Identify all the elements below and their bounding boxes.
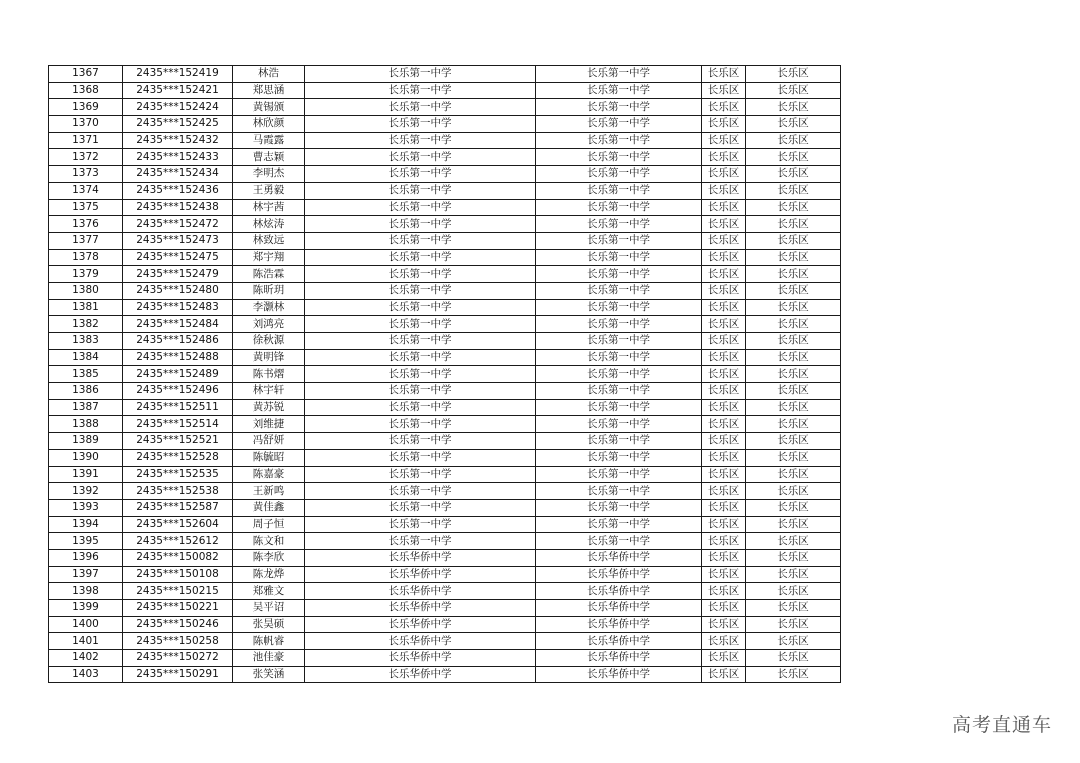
table-row xyxy=(49,66,841,83)
table-row xyxy=(49,333,841,350)
table-row xyxy=(49,99,841,116)
cell-exam-id: 2435***152438 xyxy=(123,199,233,216)
cell-admitted-district: 长乐区 xyxy=(746,316,841,333)
table-row xyxy=(49,282,841,299)
cell-name: 陈书熠 xyxy=(233,366,305,383)
cell-admitted-school: 长乐第一中学 xyxy=(536,232,702,249)
cell-exam-id: 2435***150272 xyxy=(123,650,233,667)
cell-name: 池佳豪 xyxy=(233,650,305,667)
cell-district: 长乐区 xyxy=(702,182,746,199)
cell-exam-id: 2435***152433 xyxy=(123,149,233,166)
cell-admitted-district: 长乐区 xyxy=(746,149,841,166)
cell-admitted-district: 长乐区 xyxy=(746,583,841,600)
cell-serial: 1392 xyxy=(49,483,123,500)
table-row xyxy=(49,216,841,233)
cell-serial: 1389 xyxy=(49,433,123,450)
cell-admitted-school: 长乐第一中学 xyxy=(536,466,702,483)
cell-exam-id: 2435***152473 xyxy=(123,232,233,249)
cell-admitted-district: 长乐区 xyxy=(746,549,841,566)
cell-admitted-district: 长乐区 xyxy=(746,299,841,316)
cell-serial: 1382 xyxy=(49,316,123,333)
table-row xyxy=(49,383,841,400)
cell-admitted-district: 长乐区 xyxy=(746,416,841,433)
cell-school: 长乐华侨中学 xyxy=(305,666,536,683)
cell-admitted-district: 长乐区 xyxy=(746,282,841,299)
cell-admitted-district: 长乐区 xyxy=(746,566,841,583)
cell-name: 林宇茜 xyxy=(233,199,305,216)
table-row xyxy=(49,433,841,450)
cell-district: 长乐区 xyxy=(702,216,746,233)
cell-serial: 1373 xyxy=(49,166,123,183)
cell-exam-id: 2435***152434 xyxy=(123,166,233,183)
table-row xyxy=(49,449,841,466)
cell-name: 张昊硕 xyxy=(233,616,305,633)
roster-body xyxy=(49,66,841,683)
cell-serial: 1381 xyxy=(49,299,123,316)
cell-exam-id: 2435***152535 xyxy=(123,466,233,483)
cell-admitted-school: 长乐第一中学 xyxy=(536,66,702,83)
cell-admitted-district: 长乐区 xyxy=(746,449,841,466)
cell-district: 长乐区 xyxy=(702,650,746,667)
table-row xyxy=(49,266,841,283)
cell-school: 长乐第一中学 xyxy=(305,533,536,550)
table-row xyxy=(49,650,841,667)
cell-admitted-district: 长乐区 xyxy=(746,600,841,617)
cell-school: 长乐第一中学 xyxy=(305,249,536,266)
cell-serial: 1376 xyxy=(49,216,123,233)
cell-district: 长乐区 xyxy=(702,366,746,383)
cell-district: 长乐区 xyxy=(702,232,746,249)
cell-school: 长乐第一中学 xyxy=(305,416,536,433)
cell-name: 林致远 xyxy=(233,232,305,249)
cell-admitted-district: 长乐区 xyxy=(746,333,841,350)
cell-name: 刘鸿亮 xyxy=(233,316,305,333)
table-row xyxy=(49,132,841,149)
cell-serial: 1403 xyxy=(49,666,123,683)
cell-exam-id: 2435***152472 xyxy=(123,216,233,233)
cell-district: 长乐区 xyxy=(702,82,746,99)
cell-district: 长乐区 xyxy=(702,483,746,500)
cell-admitted-school: 长乐华侨中学 xyxy=(536,633,702,650)
table-row xyxy=(49,600,841,617)
cell-school: 长乐第一中学 xyxy=(305,483,536,500)
cell-district: 长乐区 xyxy=(702,600,746,617)
cell-admitted-school: 长乐第一中学 xyxy=(536,366,702,383)
cell-district: 长乐区 xyxy=(702,433,746,450)
cell-exam-id: 2435***152488 xyxy=(123,349,233,366)
cell-school: 长乐华侨中学 xyxy=(305,633,536,650)
cell-admitted-district: 长乐区 xyxy=(746,499,841,516)
cell-school: 长乐第一中学 xyxy=(305,366,536,383)
cell-admitted-district: 长乐区 xyxy=(746,116,841,133)
cell-school: 长乐第一中学 xyxy=(305,149,536,166)
cell-admitted-school: 长乐华侨中学 xyxy=(536,600,702,617)
cell-name: 林浩 xyxy=(233,66,305,83)
cell-admitted-district: 长乐区 xyxy=(746,466,841,483)
cell-exam-id: 2435***152538 xyxy=(123,483,233,500)
cell-admitted-school: 长乐华侨中学 xyxy=(536,650,702,667)
table-row xyxy=(49,366,841,383)
cell-serial: 1374 xyxy=(49,182,123,199)
cell-exam-id: 2435***152421 xyxy=(123,82,233,99)
cell-name: 吴平诏 xyxy=(233,600,305,617)
cell-serial: 1368 xyxy=(49,82,123,99)
student-roster-table xyxy=(48,65,841,683)
cell-school: 长乐第一中学 xyxy=(305,266,536,283)
cell-school: 长乐第一中学 xyxy=(305,399,536,416)
cell-school: 长乐华侨中学 xyxy=(305,549,536,566)
table-row xyxy=(49,466,841,483)
cell-exam-id: 2435***150258 xyxy=(123,633,233,650)
cell-district: 长乐区 xyxy=(702,282,746,299)
cell-school: 长乐第一中学 xyxy=(305,466,536,483)
cell-admitted-school: 长乐第一中学 xyxy=(536,282,702,299)
table-row xyxy=(49,166,841,183)
cell-district: 长乐区 xyxy=(702,116,746,133)
cell-admitted-school: 长乐第一中学 xyxy=(536,383,702,400)
table-row xyxy=(49,199,841,216)
cell-district: 长乐区 xyxy=(702,249,746,266)
cell-district: 长乐区 xyxy=(702,316,746,333)
cell-district: 长乐区 xyxy=(702,349,746,366)
cell-district: 长乐区 xyxy=(702,416,746,433)
cell-admitted-district: 长乐区 xyxy=(746,533,841,550)
cell-exam-id: 2435***152425 xyxy=(123,116,233,133)
cell-serial: 1383 xyxy=(49,333,123,350)
table-row xyxy=(49,616,841,633)
cell-name: 黄佳鑫 xyxy=(233,499,305,516)
cell-name: 李明杰 xyxy=(233,166,305,183)
cell-admitted-district: 长乐区 xyxy=(746,433,841,450)
table-row xyxy=(49,516,841,533)
cell-district: 长乐区 xyxy=(702,399,746,416)
table-row xyxy=(49,82,841,99)
cell-admitted-school: 长乐第一中学 xyxy=(536,533,702,550)
cell-school: 长乐第一中学 xyxy=(305,82,536,99)
cell-exam-id: 2435***150082 xyxy=(123,549,233,566)
cell-serial: 1369 xyxy=(49,99,123,116)
cell-name: 陈昕玥 xyxy=(233,282,305,299)
cell-admitted-district: 长乐区 xyxy=(746,199,841,216)
table-row xyxy=(49,249,841,266)
cell-exam-id: 2435***152424 xyxy=(123,99,233,116)
cell-school: 长乐华侨中学 xyxy=(305,650,536,667)
cell-name: 陈毓昭 xyxy=(233,449,305,466)
cell-serial: 1378 xyxy=(49,249,123,266)
cell-district: 长乐区 xyxy=(702,616,746,633)
table-row xyxy=(49,549,841,566)
cell-name: 李灏林 xyxy=(233,299,305,316)
cell-exam-id: 2435***152587 xyxy=(123,499,233,516)
cell-exam-id: 2435***152475 xyxy=(123,249,233,266)
cell-serial: 1401 xyxy=(49,633,123,650)
cell-exam-id: 2435***152496 xyxy=(123,383,233,400)
cell-school: 长乐第一中学 xyxy=(305,99,536,116)
cell-serial: 1387 xyxy=(49,399,123,416)
cell-school: 长乐第一中学 xyxy=(305,499,536,516)
table-row xyxy=(49,633,841,650)
cell-serial: 1393 xyxy=(49,499,123,516)
cell-district: 长乐区 xyxy=(702,449,746,466)
cell-exam-id: 2435***152483 xyxy=(123,299,233,316)
cell-serial: 1380 xyxy=(49,282,123,299)
cell-exam-id: 2435***152480 xyxy=(123,282,233,299)
cell-serial: 1379 xyxy=(49,266,123,283)
cell-admitted-district: 长乐区 xyxy=(746,366,841,383)
cell-admitted-district: 长乐区 xyxy=(746,483,841,500)
cell-admitted-school: 长乐第一中学 xyxy=(536,416,702,433)
cell-district: 长乐区 xyxy=(702,99,746,116)
cell-school: 长乐第一中学 xyxy=(305,232,536,249)
cell-district: 长乐区 xyxy=(702,466,746,483)
cell-school: 长乐第一中学 xyxy=(305,132,536,149)
cell-name: 马霞露 xyxy=(233,132,305,149)
table-row xyxy=(49,416,841,433)
cell-district: 长乐区 xyxy=(702,533,746,550)
cell-admitted-school: 长乐第一中学 xyxy=(536,316,702,333)
cell-admitted-district: 长乐区 xyxy=(746,650,841,667)
cell-admitted-school: 长乐华侨中学 xyxy=(536,583,702,600)
cell-admitted-school: 长乐华侨中学 xyxy=(536,549,702,566)
cell-district: 长乐区 xyxy=(702,583,746,600)
table-row xyxy=(49,316,841,333)
cell-name: 林炫涛 xyxy=(233,216,305,233)
cell-name: 张笑涵 xyxy=(233,666,305,683)
table-row xyxy=(49,583,841,600)
cell-name: 林欣颜 xyxy=(233,116,305,133)
cell-serial: 1394 xyxy=(49,516,123,533)
cell-exam-id: 2435***152521 xyxy=(123,433,233,450)
table-row xyxy=(49,483,841,500)
cell-admitted-district: 长乐区 xyxy=(746,349,841,366)
cell-admitted-school: 长乐华侨中学 xyxy=(536,566,702,583)
cell-admitted-district: 长乐区 xyxy=(746,182,841,199)
cell-admitted-school: 长乐第一中学 xyxy=(536,116,702,133)
cell-district: 长乐区 xyxy=(702,499,746,516)
cell-admitted-school: 长乐第一中学 xyxy=(536,399,702,416)
cell-school: 长乐第一中学 xyxy=(305,182,536,199)
cell-serial: 1398 xyxy=(49,583,123,600)
cell-exam-id: 2435***152479 xyxy=(123,266,233,283)
cell-serial: 1391 xyxy=(49,466,123,483)
cell-admitted-school: 长乐第一中学 xyxy=(536,182,702,199)
cell-admitted-school: 长乐第一中学 xyxy=(536,216,702,233)
cell-district: 长乐区 xyxy=(702,633,746,650)
cell-name: 陈浩霖 xyxy=(233,266,305,283)
cell-school: 长乐第一中学 xyxy=(305,299,536,316)
cell-admitted-school: 长乐第一中学 xyxy=(536,99,702,116)
cell-admitted-school: 长乐华侨中学 xyxy=(536,616,702,633)
table-row xyxy=(49,399,841,416)
cell-admitted-school: 长乐第一中学 xyxy=(536,249,702,266)
cell-school: 长乐华侨中学 xyxy=(305,600,536,617)
cell-serial: 1372 xyxy=(49,149,123,166)
cell-district: 长乐区 xyxy=(702,549,746,566)
cell-admitted-school: 长乐第一中学 xyxy=(536,132,702,149)
cell-district: 长乐区 xyxy=(702,383,746,400)
table-row xyxy=(49,349,841,366)
cell-admitted-district: 长乐区 xyxy=(746,132,841,149)
cell-district: 长乐区 xyxy=(702,199,746,216)
cell-serial: 1400 xyxy=(49,616,123,633)
cell-school: 长乐第一中学 xyxy=(305,216,536,233)
cell-serial: 1370 xyxy=(49,116,123,133)
cell-name: 陈龙烨 xyxy=(233,566,305,583)
cell-school: 长乐第一中学 xyxy=(305,199,536,216)
cell-name: 郑雅文 xyxy=(233,583,305,600)
table-row xyxy=(49,299,841,316)
cell-admitted-district: 长乐区 xyxy=(746,383,841,400)
cell-admitted-school: 长乐第一中学 xyxy=(536,149,702,166)
cell-admitted-district: 长乐区 xyxy=(746,66,841,83)
cell-admitted-school: 长乐第一中学 xyxy=(536,449,702,466)
cell-exam-id: 2435***150291 xyxy=(123,666,233,683)
cell-admitted-school: 长乐第一中学 xyxy=(536,333,702,350)
cell-serial: 1388 xyxy=(49,416,123,433)
cell-district: 长乐区 xyxy=(702,66,746,83)
cell-exam-id: 2435***152511 xyxy=(123,399,233,416)
cell-name: 陈文和 xyxy=(233,533,305,550)
cell-school: 长乐第一中学 xyxy=(305,166,536,183)
cell-admitted-district: 长乐区 xyxy=(746,616,841,633)
cell-exam-id: 2435***150108 xyxy=(123,566,233,583)
cell-name: 周子恒 xyxy=(233,516,305,533)
cell-admitted-school: 长乐第一中学 xyxy=(536,82,702,99)
cell-school: 长乐第一中学 xyxy=(305,433,536,450)
cell-serial: 1395 xyxy=(49,533,123,550)
cell-exam-id: 2435***152419 xyxy=(123,66,233,83)
cell-district: 长乐区 xyxy=(702,666,746,683)
cell-serial: 1385 xyxy=(49,366,123,383)
cell-name: 徐秋源 xyxy=(233,333,305,350)
cell-school: 长乐华侨中学 xyxy=(305,583,536,600)
cell-district: 长乐区 xyxy=(702,299,746,316)
cell-school: 长乐第一中学 xyxy=(305,282,536,299)
cell-school: 长乐第一中学 xyxy=(305,516,536,533)
cell-exam-id: 2435***152612 xyxy=(123,533,233,550)
cell-exam-id: 2435***150215 xyxy=(123,583,233,600)
cell-admitted-district: 长乐区 xyxy=(746,232,841,249)
cell-admitted-district: 长乐区 xyxy=(746,166,841,183)
cell-school: 长乐第一中学 xyxy=(305,349,536,366)
cell-exam-id: 2435***152528 xyxy=(123,449,233,466)
cell-admitted-district: 长乐区 xyxy=(746,266,841,283)
cell-school: 长乐第一中学 xyxy=(305,116,536,133)
cell-district: 长乐区 xyxy=(702,266,746,283)
cell-admitted-school: 长乐华侨中学 xyxy=(536,666,702,683)
cell-name: 冯舒妍 xyxy=(233,433,305,450)
cell-name: 陈帆睿 xyxy=(233,633,305,650)
cell-serial: 1397 xyxy=(49,566,123,583)
cell-admitted-district: 长乐区 xyxy=(746,82,841,99)
cell-admitted-district: 长乐区 xyxy=(746,249,841,266)
cell-name: 黄明锋 xyxy=(233,349,305,366)
cell-admitted-district: 长乐区 xyxy=(746,666,841,683)
cell-district: 长乐区 xyxy=(702,132,746,149)
cell-serial: 1377 xyxy=(49,232,123,249)
cell-exam-id: 2435***152486 xyxy=(123,333,233,350)
cell-name: 陈嘉豪 xyxy=(233,466,305,483)
cell-serial: 1375 xyxy=(49,199,123,216)
cell-school: 长乐第一中学 xyxy=(305,66,536,83)
table-row xyxy=(49,666,841,683)
cell-exam-id: 2435***152484 xyxy=(123,316,233,333)
cell-district: 长乐区 xyxy=(702,516,746,533)
cell-serial: 1396 xyxy=(49,549,123,566)
table-row xyxy=(49,533,841,550)
cell-school: 长乐第一中学 xyxy=(305,333,536,350)
cell-admitted-district: 长乐区 xyxy=(746,633,841,650)
cell-admitted-school: 长乐第一中学 xyxy=(536,516,702,533)
cell-admitted-district: 长乐区 xyxy=(746,216,841,233)
cell-school: 长乐华侨中学 xyxy=(305,616,536,633)
cell-admitted-district: 长乐区 xyxy=(746,516,841,533)
cell-exam-id: 2435***152432 xyxy=(123,132,233,149)
cell-name: 黄锡颁 xyxy=(233,99,305,116)
cell-name: 郑思涵 xyxy=(233,82,305,99)
table-row xyxy=(49,116,841,133)
cell-exam-id: 2435***150246 xyxy=(123,616,233,633)
cell-name: 王勇毅 xyxy=(233,182,305,199)
cell-school: 长乐第一中学 xyxy=(305,316,536,333)
table-row xyxy=(49,566,841,583)
watermark-text: 高考直通车 xyxy=(951,714,1052,736)
cell-serial: 1371 xyxy=(49,132,123,149)
cell-district: 长乐区 xyxy=(702,149,746,166)
table-row xyxy=(49,499,841,516)
table-row xyxy=(49,182,841,199)
cell-admitted-school: 长乐第一中学 xyxy=(536,166,702,183)
cell-school: 长乐第一中学 xyxy=(305,449,536,466)
cell-exam-id: 2435***152514 xyxy=(123,416,233,433)
table-row xyxy=(49,232,841,249)
cell-name: 陈李欣 xyxy=(233,549,305,566)
cell-serial: 1384 xyxy=(49,349,123,366)
cell-name: 郑宇翔 xyxy=(233,249,305,266)
cell-admitted-school: 长乐第一中学 xyxy=(536,299,702,316)
cell-admitted-school: 长乐第一中学 xyxy=(536,349,702,366)
cell-admitted-school: 长乐第一中学 xyxy=(536,266,702,283)
cell-serial: 1386 xyxy=(49,383,123,400)
cell-name: 王新鸣 xyxy=(233,483,305,500)
cell-exam-id: 2435***152489 xyxy=(123,366,233,383)
cell-exam-id: 2435***150221 xyxy=(123,600,233,617)
cell-school: 长乐第一中学 xyxy=(305,383,536,400)
cell-admitted-school: 长乐第一中学 xyxy=(536,483,702,500)
cell-admitted-school: 长乐第一中学 xyxy=(536,199,702,216)
cell-serial: 1367 xyxy=(49,66,123,83)
cell-admitted-district: 长乐区 xyxy=(746,399,841,416)
cell-serial: 1390 xyxy=(49,449,123,466)
cell-name: 黄苏锐 xyxy=(233,399,305,416)
cell-district: 长乐区 xyxy=(702,333,746,350)
cell-exam-id: 2435***152604 xyxy=(123,516,233,533)
cell-serial: 1399 xyxy=(49,600,123,617)
cell-name: 林宇轩 xyxy=(233,383,305,400)
table-row xyxy=(49,149,841,166)
cell-name: 刘维捷 xyxy=(233,416,305,433)
cell-admitted-district: 长乐区 xyxy=(746,99,841,116)
cell-exam-id: 2435***152436 xyxy=(123,182,233,199)
cell-admitted-school: 长乐第一中学 xyxy=(536,433,702,450)
cell-district: 长乐区 xyxy=(702,566,746,583)
cell-name: 曹志颖 xyxy=(233,149,305,166)
cell-district: 长乐区 xyxy=(702,166,746,183)
cell-serial: 1402 xyxy=(49,650,123,667)
cell-admitted-school: 长乐第一中学 xyxy=(536,499,702,516)
cell-school: 长乐华侨中学 xyxy=(305,566,536,583)
